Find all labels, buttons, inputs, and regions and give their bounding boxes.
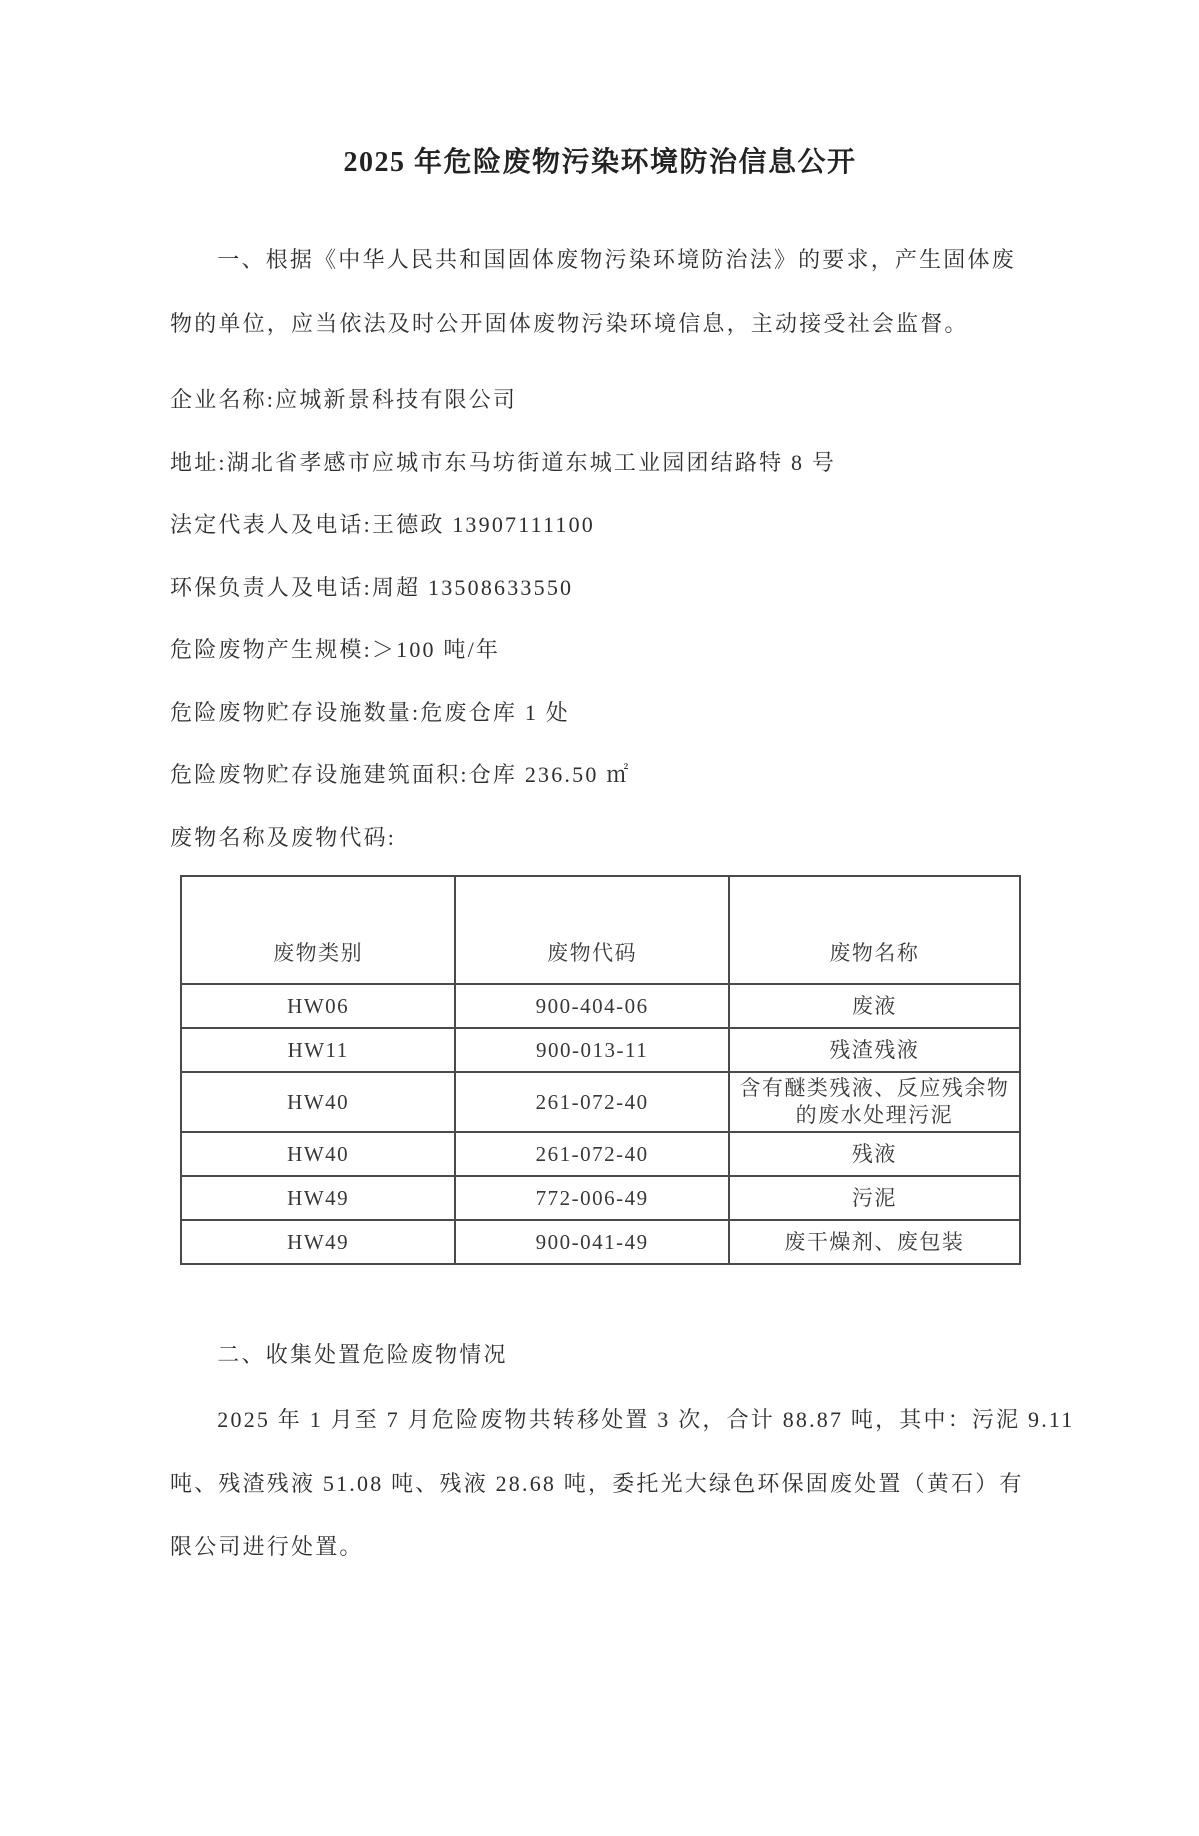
column-header-waste-code: 废物代码 [455, 876, 729, 984]
section2-heading: 二、收集处置危险废物情况 [217, 1342, 508, 1367]
table-cell: 261-072-40 [455, 1132, 729, 1176]
table-cell: 含有醚类残液、反应残余物的废水处理污泥 [729, 1072, 1020, 1132]
table-row [181, 1220, 1020, 1264]
table-row [181, 1176, 1020, 1220]
document-title: 2025 年危险废物污染环境防治信息公开 [343, 147, 857, 178]
document-page [0, 140, 1199, 1579]
table-cell: 772-006-49 [455, 1176, 729, 1220]
waste-table-body [181, 984, 1020, 1264]
company-info-line: 企业名称:应城新景科技有限公司 [170, 387, 518, 412]
table-row [181, 1072, 1020, 1132]
table-cell: HW49 [181, 1220, 455, 1264]
table-row [181, 984, 1020, 1028]
waste-table-header [181, 876, 1020, 984]
company-info-line: 危险废物产生规模:＞100 吨/年 [170, 637, 501, 662]
company-info-list [170, 369, 1030, 869]
company-info-line: 危险废物贮存设施建筑面积:仓库 236.50 ㎡ [170, 762, 631, 787]
column-header-waste-category: 废物类别 [181, 876, 455, 984]
intro-paragraph-line: 物的单位，应当依法及时公开固体废物污染环境信息，主动接受社会监督。 [170, 310, 969, 336]
company-info-line: 环保负责人及电话:周超 13508633550 [170, 574, 574, 600]
table-row [181, 1028, 1020, 1072]
table-cell: 900-404-06 [455, 984, 729, 1028]
waste-code-table [180, 875, 1021, 1265]
company-info-line: 危险废物贮存设施数量:危废仓库 1 处 [170, 699, 570, 725]
section2-paragraph-line: 2025 年 1 月至 7 月危险废物共转移处置 3 次，合计 88.87 吨，其中：污泥 9.11 [217, 1407, 1075, 1432]
table-cell: HW11 [181, 1028, 455, 1072]
company-info-line: 法定代表人及电话:王德政 13907111100 [170, 512, 595, 537]
table-header-row [181, 876, 1020, 984]
table-cell: 残液 [729, 1132, 1020, 1176]
column-header-waste-name: 废物名称 [729, 876, 1020, 984]
table-cell: 261-072-40 [455, 1072, 729, 1132]
table-cell: 900-013-11 [455, 1028, 729, 1072]
intro-paragraph [170, 228, 1030, 355]
table-cell: HW49 [181, 1176, 455, 1220]
table-cell: 废干燥剂、废包装 [729, 1220, 1020, 1264]
company-info-line: 废物名称及废物代码: [170, 824, 397, 850]
table-row [181, 1132, 1020, 1176]
table-cell: HW40 [181, 1072, 455, 1132]
section2-paragraph-line: 吨、残渣残液 51.08 吨、残液 28.68 吨，委托光大绿色环保固废处置（黄石）有 [170, 1470, 1024, 1496]
table-cell: 污泥 [729, 1176, 1020, 1220]
intro-paragraph-line: 一、根据《中华人民共和国固体废物污染环境防治法》的要求，产生固体废 [217, 247, 1016, 272]
table-cell: 900-041-49 [455, 1220, 729, 1264]
section2-paragraph [170, 1388, 1075, 1579]
table-cell: 残渣残液 [729, 1028, 1020, 1072]
table-cell: HW40 [181, 1132, 455, 1176]
table-cell: HW06 [181, 984, 455, 1028]
company-info-line: 地址:湖北省孝感市应城市东马坊街道东城工业园团结路特 8 号 [170, 449, 837, 475]
section2-paragraph-line: 限公司进行处置。 [170, 1534, 364, 1559]
table-cell: 废液 [729, 984, 1020, 1028]
